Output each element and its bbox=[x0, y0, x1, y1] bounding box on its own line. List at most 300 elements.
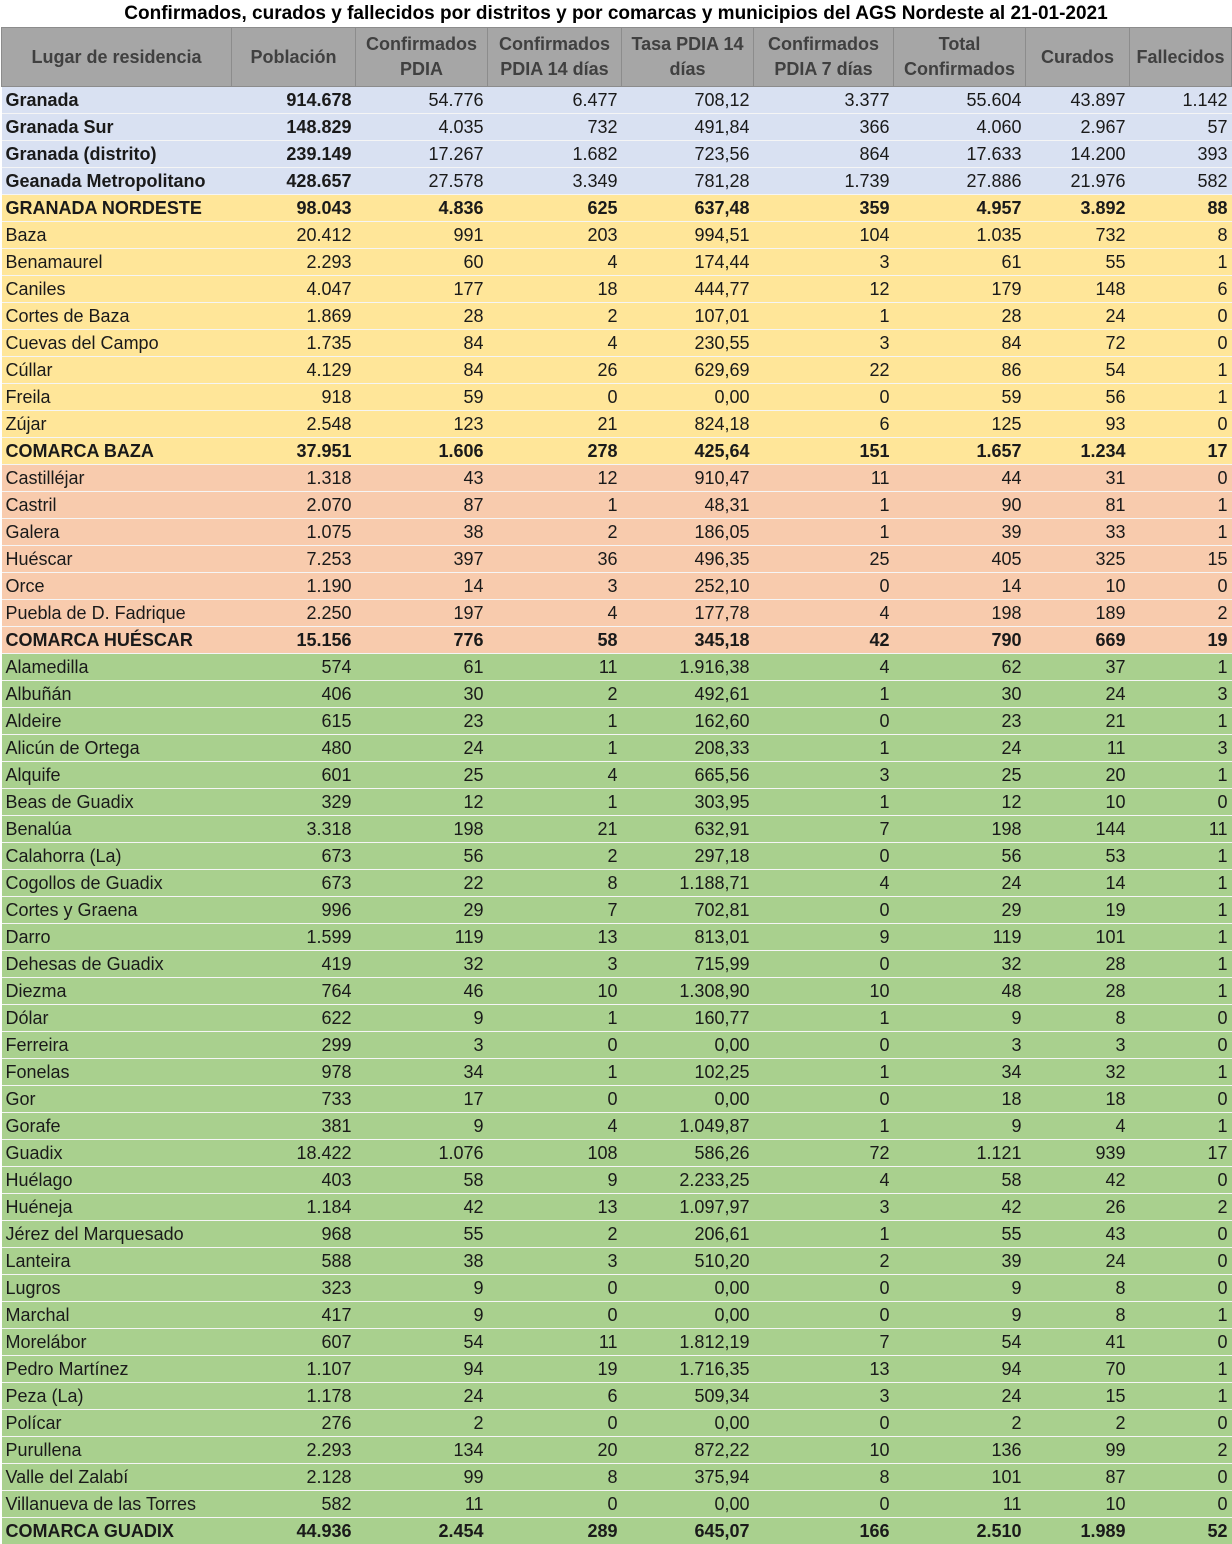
cell-place: Orce bbox=[2, 573, 232, 600]
cell-value: 0,00 bbox=[622, 384, 754, 411]
cell-value: 1.735 bbox=[232, 330, 356, 357]
cell-value: 0,00 bbox=[622, 1086, 754, 1113]
cell-value: 669 bbox=[1026, 627, 1130, 654]
cell-value: 0 bbox=[1130, 789, 1232, 816]
cell-value: 90 bbox=[894, 492, 1026, 519]
cell-value: 3 bbox=[754, 1194, 894, 1221]
cell-value: 56 bbox=[894, 843, 1026, 870]
cell-value: 0 bbox=[754, 1491, 894, 1518]
cell-value: 9 bbox=[488, 1167, 622, 1194]
cell-value: 397 bbox=[356, 546, 488, 573]
cell-value: 87 bbox=[356, 492, 488, 519]
cell-value: 18 bbox=[488, 276, 622, 303]
cell-value: 991 bbox=[356, 222, 488, 249]
cell-value: 8 bbox=[488, 870, 622, 897]
cell-value: 56 bbox=[1026, 384, 1130, 411]
cell-value: 4 bbox=[488, 330, 622, 357]
cell-value: 588 bbox=[232, 1248, 356, 1275]
table-row-total bbox=[2, 1518, 1232, 1544]
cell-value: 29 bbox=[356, 897, 488, 924]
cell-place: Diezma bbox=[2, 978, 232, 1005]
cell-value: 39 bbox=[894, 1248, 1026, 1275]
cell-value: 41 bbox=[1026, 1329, 1130, 1356]
cell-value: 1 bbox=[1130, 1356, 1232, 1383]
cell-value: 0 bbox=[488, 1032, 622, 1059]
cell-value: 2.548 bbox=[232, 411, 356, 438]
cell-value: 24 bbox=[356, 735, 488, 762]
cell-value: 58 bbox=[894, 1167, 1026, 1194]
cell-value: 239.149 bbox=[232, 141, 356, 168]
cell-value: 601 bbox=[232, 762, 356, 789]
cell-value: 37 bbox=[1026, 654, 1130, 681]
cell-value: 162,60 bbox=[622, 708, 754, 735]
cell-place: Ferreira bbox=[2, 1032, 232, 1059]
cell-value: 1 bbox=[488, 789, 622, 816]
cell-place: Cuevas del Campo bbox=[2, 330, 232, 357]
cell-value: 34 bbox=[356, 1059, 488, 1086]
cell-value: 625 bbox=[488, 195, 622, 222]
cell-value: 2.293 bbox=[232, 249, 356, 276]
table-row bbox=[2, 303, 1232, 330]
cell-value: 32 bbox=[894, 951, 1026, 978]
table-row-total bbox=[2, 627, 1232, 654]
cell-value: 637,48 bbox=[622, 195, 754, 222]
cell-value: 2 bbox=[754, 1248, 894, 1275]
cell-value: 673 bbox=[232, 870, 356, 897]
cell-value: 723,56 bbox=[622, 141, 754, 168]
table-row bbox=[2, 897, 1232, 924]
cell-value: 54 bbox=[1026, 357, 1130, 384]
table-row bbox=[2, 1005, 1232, 1032]
cell-value: 24 bbox=[356, 1383, 488, 1410]
cell-value: 0 bbox=[754, 1086, 894, 1113]
cell-value: 179 bbox=[894, 276, 1026, 303]
cell-value: 673 bbox=[232, 843, 356, 870]
table-row bbox=[2, 951, 1232, 978]
table-row bbox=[2, 1221, 1232, 1248]
cell-value: 872,22 bbox=[622, 1437, 754, 1464]
cell-value: 0,00 bbox=[622, 1302, 754, 1329]
cell-value: 28 bbox=[1026, 951, 1130, 978]
cell-place: Puebla de D. Fadrique bbox=[2, 600, 232, 627]
cell-value: 29 bbox=[894, 897, 1026, 924]
cell-value: 1 bbox=[488, 735, 622, 762]
cell-value: 25 bbox=[356, 762, 488, 789]
cell-value: 2 bbox=[1026, 1410, 1130, 1437]
cell-value: 3 bbox=[1026, 1032, 1130, 1059]
cell-value: 0 bbox=[754, 897, 894, 924]
cell-value: 732 bbox=[488, 114, 622, 141]
cell-value: 3 bbox=[356, 1032, 488, 1059]
cell-value: 323 bbox=[232, 1275, 356, 1302]
cell-value: 9 bbox=[894, 1113, 1026, 1140]
cell-value: 55.604 bbox=[894, 87, 1026, 114]
table-row bbox=[2, 816, 1232, 843]
cell-value: 1.869 bbox=[232, 303, 356, 330]
column-header-fallecidos: Fallecidos bbox=[1130, 28, 1232, 87]
table-row bbox=[2, 1167, 1232, 1194]
table-row bbox=[2, 924, 1232, 951]
cell-value: 62 bbox=[894, 654, 1026, 681]
cell-value: 4.047 bbox=[232, 276, 356, 303]
cell-value: 32 bbox=[356, 951, 488, 978]
cell-place: Galera bbox=[2, 519, 232, 546]
column-header-confirmados-14d: Confirmados PDIA 14 días bbox=[488, 28, 622, 87]
cell-value: 177,78 bbox=[622, 600, 754, 627]
cell-value: 645,07 bbox=[622, 1518, 754, 1544]
table-row bbox=[2, 573, 1232, 600]
cell-value: 2.967 bbox=[1026, 114, 1130, 141]
cell-value: 813,01 bbox=[622, 924, 754, 951]
cell-value: 52 bbox=[1130, 1518, 1232, 1544]
cell-value: 9 bbox=[894, 1005, 1026, 1032]
cell-value: 54 bbox=[894, 1329, 1026, 1356]
cell-value: 10 bbox=[754, 978, 894, 1005]
cell-value: 3 bbox=[1130, 681, 1232, 708]
cell-value: 48,31 bbox=[622, 492, 754, 519]
cell-value: 119 bbox=[894, 924, 1026, 951]
cell-value: 428.657 bbox=[232, 168, 356, 195]
cell-value: 1.234 bbox=[1026, 438, 1130, 465]
cell-value: 824,18 bbox=[622, 411, 754, 438]
cell-value: 0 bbox=[754, 951, 894, 978]
cell-value: 18.422 bbox=[232, 1140, 356, 1167]
cell-value: 88 bbox=[1130, 195, 1232, 222]
cell-value: 665,56 bbox=[622, 762, 754, 789]
cell-value: 4 bbox=[488, 600, 622, 627]
cell-value: 99 bbox=[356, 1464, 488, 1491]
cell-value: 125 bbox=[894, 411, 1026, 438]
cell-value: 1 bbox=[754, 735, 894, 762]
cell-value: 910,47 bbox=[622, 465, 754, 492]
cell-value: 197 bbox=[356, 600, 488, 627]
cell-value: 189 bbox=[1026, 600, 1130, 627]
cell-value: 615 bbox=[232, 708, 356, 735]
cell-value: 0 bbox=[1130, 465, 1232, 492]
cell-value: 0,00 bbox=[622, 1275, 754, 1302]
cell-value: 582 bbox=[1130, 168, 1232, 195]
cell-value: 4 bbox=[754, 600, 894, 627]
cell-value: 289 bbox=[488, 1518, 622, 1544]
cell-value: 61 bbox=[356, 654, 488, 681]
cell-place: Huéneja bbox=[2, 1194, 232, 1221]
cell-value: 4 bbox=[488, 249, 622, 276]
cell-value: 8 bbox=[1026, 1005, 1130, 1032]
cell-value: 1 bbox=[1130, 924, 1232, 951]
cell-value: 136 bbox=[894, 1437, 1026, 1464]
cell-value: 3 bbox=[754, 249, 894, 276]
cell-place: Calahorra (La) bbox=[2, 843, 232, 870]
cell-value: 42 bbox=[356, 1194, 488, 1221]
table-row bbox=[2, 654, 1232, 681]
table-row bbox=[2, 1032, 1232, 1059]
table-row bbox=[2, 519, 1232, 546]
cell-value: 17.633 bbox=[894, 141, 1026, 168]
cell-value: 72 bbox=[1026, 330, 1130, 357]
cell-value: 776 bbox=[356, 627, 488, 654]
cell-value: 10 bbox=[754, 1437, 894, 1464]
cell-value: 1 bbox=[754, 1221, 894, 1248]
cell-value: 43.897 bbox=[1026, 87, 1130, 114]
table-row bbox=[2, 1194, 1232, 1221]
table-row-total bbox=[2, 438, 1232, 465]
cell-value: 11 bbox=[1026, 735, 1130, 762]
cell-value: 1.107 bbox=[232, 1356, 356, 1383]
cell-value: 1.812,19 bbox=[622, 1329, 754, 1356]
cell-value: 24 bbox=[894, 1383, 1026, 1410]
cell-value: 1 bbox=[754, 1005, 894, 1032]
table-row bbox=[2, 789, 1232, 816]
cell-value: 1.716,35 bbox=[622, 1356, 754, 1383]
cell-value: 38 bbox=[356, 519, 488, 546]
cell-value: 206,61 bbox=[622, 1221, 754, 1248]
cell-value: 13 bbox=[488, 924, 622, 951]
cell-value: 54.776 bbox=[356, 87, 488, 114]
cell-value: 42 bbox=[754, 627, 894, 654]
cell-value: 0 bbox=[754, 1410, 894, 1437]
cell-place: Lanteira bbox=[2, 1248, 232, 1275]
cell-value: 1 bbox=[754, 303, 894, 330]
cell-value: 3 bbox=[754, 330, 894, 357]
table-row bbox=[2, 708, 1232, 735]
cell-value: 107,01 bbox=[622, 303, 754, 330]
cell-value: 54 bbox=[356, 1329, 488, 1356]
table-row bbox=[2, 1383, 1232, 1410]
cell-value: 1 bbox=[1130, 978, 1232, 1005]
cell-value: 15 bbox=[1130, 546, 1232, 573]
table-row bbox=[2, 1410, 1232, 1437]
cell-value: 2 bbox=[1130, 1194, 1232, 1221]
column-header-tasa-14d: Tasa PDIA 14 días bbox=[622, 28, 754, 87]
cell-place: Fonelas bbox=[2, 1059, 232, 1086]
cell-value: 1 bbox=[754, 681, 894, 708]
cell-value: 48 bbox=[894, 978, 1026, 1005]
cell-value: 1 bbox=[1130, 519, 1232, 546]
table-row bbox=[2, 546, 1232, 573]
table-row bbox=[2, 870, 1232, 897]
cell-value: 425,64 bbox=[622, 438, 754, 465]
cell-place: Cortes y Graena bbox=[2, 897, 232, 924]
cell-value: 1 bbox=[754, 519, 894, 546]
cell-value: 715,99 bbox=[622, 951, 754, 978]
cell-place: Gorafe bbox=[2, 1113, 232, 1140]
cell-value: 28 bbox=[1026, 978, 1130, 1005]
cell-value: 3 bbox=[488, 1248, 622, 1275]
cell-value: 586,26 bbox=[622, 1140, 754, 1167]
table-row bbox=[2, 600, 1232, 627]
table-row bbox=[2, 492, 1232, 519]
table-row bbox=[2, 1248, 1232, 1275]
cell-value: 26 bbox=[488, 357, 622, 384]
cell-value: 203 bbox=[488, 222, 622, 249]
cell-value: 2 bbox=[488, 519, 622, 546]
table-body bbox=[2, 87, 1232, 1544]
cell-value: 84 bbox=[356, 357, 488, 384]
cell-value: 0 bbox=[488, 1086, 622, 1113]
cell-value: 510,20 bbox=[622, 1248, 754, 1275]
cell-value: 732 bbox=[1026, 222, 1130, 249]
cell-value: 24 bbox=[894, 735, 1026, 762]
cell-value: 57 bbox=[1130, 114, 1232, 141]
cell-value: 21 bbox=[1026, 708, 1130, 735]
cell-value: 1 bbox=[754, 492, 894, 519]
cell-value: 994,51 bbox=[622, 222, 754, 249]
cell-value: 403 bbox=[232, 1167, 356, 1194]
cell-value: 33 bbox=[1026, 519, 1130, 546]
cell-value: 61 bbox=[894, 249, 1026, 276]
cell-value: 1 bbox=[488, 1005, 622, 1032]
cell-value: 20 bbox=[488, 1437, 622, 1464]
cell-value: 198 bbox=[894, 600, 1026, 627]
cell-value: 104 bbox=[754, 222, 894, 249]
table-row bbox=[2, 762, 1232, 789]
cell-value: 119 bbox=[356, 924, 488, 951]
cell-value: 0 bbox=[754, 1275, 894, 1302]
cell-value: 43 bbox=[356, 465, 488, 492]
cell-value: 1 bbox=[1130, 951, 1232, 978]
cell-value: 21 bbox=[488, 411, 622, 438]
cell-value: 10 bbox=[1026, 1491, 1130, 1518]
cell-value: 996 bbox=[232, 897, 356, 924]
cell-value: 496,35 bbox=[622, 546, 754, 573]
cell-value: 198 bbox=[894, 816, 1026, 843]
cell-value: 22 bbox=[754, 357, 894, 384]
cell-value: 1 bbox=[1130, 384, 1232, 411]
table-row bbox=[2, 141, 1232, 168]
cell-value: 405 bbox=[894, 546, 1026, 573]
cell-place: Cúllar bbox=[2, 357, 232, 384]
cell-value: 1 bbox=[1130, 249, 1232, 276]
cell-value: 1 bbox=[1130, 1113, 1232, 1140]
cell-value: 30 bbox=[894, 681, 1026, 708]
cell-value: 864 bbox=[754, 141, 894, 168]
cell-value: 6 bbox=[754, 411, 894, 438]
cell-value: 1.035 bbox=[894, 222, 1026, 249]
cell-value: 86 bbox=[894, 357, 1026, 384]
cell-value: 1 bbox=[1130, 708, 1232, 735]
table-row bbox=[2, 276, 1232, 303]
cell-value: 0 bbox=[1130, 1248, 1232, 1275]
cell-value: 14 bbox=[356, 573, 488, 600]
cell-value: 7 bbox=[754, 1329, 894, 1356]
table-row bbox=[2, 87, 1232, 114]
cell-value: 160,77 bbox=[622, 1005, 754, 1032]
cell-value: 151 bbox=[754, 438, 894, 465]
cell-value: 17.267 bbox=[356, 141, 488, 168]
cell-place: GRANADA NORDESTE bbox=[2, 195, 232, 222]
cell-value: 1 bbox=[1130, 897, 1232, 924]
cell-value: 58 bbox=[356, 1167, 488, 1194]
cell-value: 3 bbox=[488, 573, 622, 600]
cell-value: 0 bbox=[1130, 1410, 1232, 1437]
cell-value: 2.128 bbox=[232, 1464, 356, 1491]
cell-value: 19 bbox=[488, 1356, 622, 1383]
table-row bbox=[2, 843, 1232, 870]
cell-value: 59 bbox=[894, 384, 1026, 411]
cell-value: 4.035 bbox=[356, 114, 488, 141]
cell-value: 177 bbox=[356, 276, 488, 303]
cell-value: 28 bbox=[894, 303, 1026, 330]
cell-value: 3 bbox=[894, 1032, 1026, 1059]
cell-value: 4.129 bbox=[232, 357, 356, 384]
cell-value: 134 bbox=[356, 1437, 488, 1464]
cell-value: 55 bbox=[356, 1221, 488, 1248]
cell-value: 55 bbox=[894, 1221, 1026, 1248]
cell-value: 0 bbox=[1130, 1491, 1232, 1518]
cell-value: 34 bbox=[894, 1059, 1026, 1086]
cell-value: 24 bbox=[1026, 1248, 1130, 1275]
cell-value: 297,18 bbox=[622, 843, 754, 870]
cell-value: 93 bbox=[1026, 411, 1130, 438]
cell-value: 2.510 bbox=[894, 1518, 1026, 1544]
cell-value: 2 bbox=[488, 1221, 622, 1248]
cell-value: 7.253 bbox=[232, 546, 356, 573]
cell-value: 375,94 bbox=[622, 1464, 754, 1491]
table-row-total bbox=[2, 195, 1232, 222]
cell-value: 329 bbox=[232, 789, 356, 816]
cell-value: 186,05 bbox=[622, 519, 754, 546]
cell-value: 393 bbox=[1130, 141, 1232, 168]
cell-value: 2.250 bbox=[232, 600, 356, 627]
cell-place: Beas de Guadix bbox=[2, 789, 232, 816]
cell-value: 0 bbox=[488, 384, 622, 411]
cell-value: 26 bbox=[1026, 1194, 1130, 1221]
cell-value: 20 bbox=[1026, 762, 1130, 789]
cell-value: 4 bbox=[488, 762, 622, 789]
cell-value: 11 bbox=[488, 654, 622, 681]
cell-value: 6 bbox=[1130, 276, 1232, 303]
cell-value: 99 bbox=[1026, 1437, 1130, 1464]
cell-value: 2 bbox=[356, 1410, 488, 1437]
cell-value: 44 bbox=[894, 465, 1026, 492]
cell-value: 4 bbox=[1026, 1113, 1130, 1140]
cell-value: 15.156 bbox=[232, 627, 356, 654]
cell-value: 2 bbox=[488, 303, 622, 330]
cell-value: 2 bbox=[488, 843, 622, 870]
cell-value: 0 bbox=[1130, 1464, 1232, 1491]
cell-value: 4 bbox=[488, 1113, 622, 1140]
cell-value: 1.076 bbox=[356, 1140, 488, 1167]
cell-value: 9 bbox=[356, 1005, 488, 1032]
cell-place: COMARCA GUADIX bbox=[2, 1518, 232, 1544]
cell-place: Guadix bbox=[2, 1140, 232, 1167]
cell-value: 1.318 bbox=[232, 465, 356, 492]
cell-value: 0 bbox=[1130, 573, 1232, 600]
cell-value: 491,84 bbox=[622, 114, 754, 141]
cell-place: Alicún de Ortega bbox=[2, 735, 232, 762]
cell-place: Alquife bbox=[2, 762, 232, 789]
cell-value: 8 bbox=[1026, 1275, 1130, 1302]
table-row bbox=[2, 735, 1232, 762]
table-row bbox=[2, 465, 1232, 492]
cell-value: 9 bbox=[356, 1113, 488, 1140]
cell-value: 2 bbox=[1130, 1437, 1232, 1464]
cell-value: 3.349 bbox=[488, 168, 622, 195]
cell-value: 19 bbox=[1026, 897, 1130, 924]
table-row bbox=[2, 978, 1232, 1005]
cell-value: 6 bbox=[488, 1383, 622, 1410]
cell-value: 24 bbox=[1026, 303, 1130, 330]
table-row bbox=[2, 114, 1232, 141]
cell-value: 81 bbox=[1026, 492, 1130, 519]
cell-value: 0 bbox=[1130, 303, 1232, 330]
cell-place: Gor bbox=[2, 1086, 232, 1113]
cell-value: 632,91 bbox=[622, 816, 754, 843]
cell-value: 0 bbox=[1130, 1086, 1232, 1113]
cell-value: 1 bbox=[754, 789, 894, 816]
cell-value: 17 bbox=[1130, 1140, 1232, 1167]
cell-place: Peza (La) bbox=[2, 1383, 232, 1410]
